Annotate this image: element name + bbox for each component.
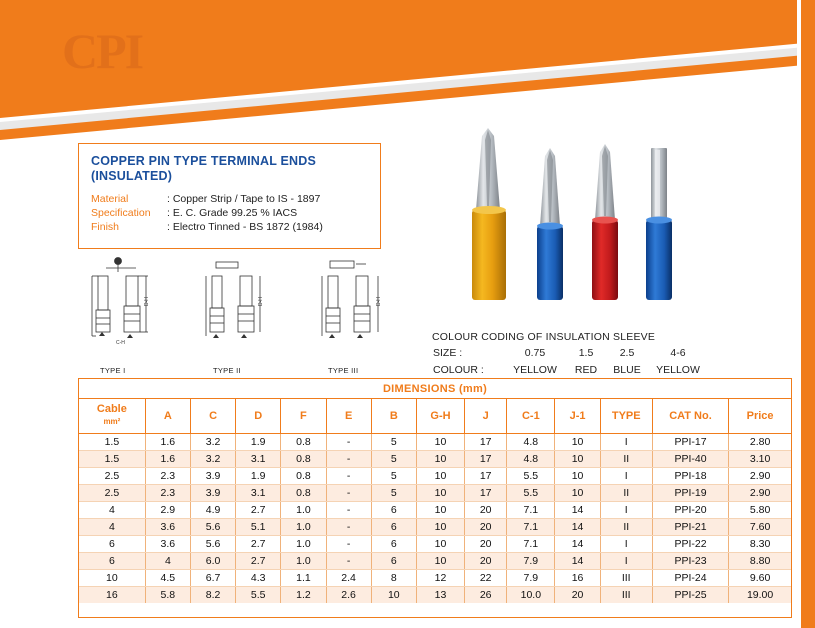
- cell-c1: 4.8: [507, 433, 555, 450]
- table-row: [79, 552, 791, 569]
- cell-cable: 6: [79, 552, 145, 569]
- size-label: SIZE :: [433, 347, 463, 359]
- product-photo: [432, 110, 732, 325]
- spec-value: : Electro Tinned - BS 1872 (1984): [167, 221, 323, 233]
- cell-price: 2.90: [729, 467, 791, 484]
- cell-b: 6: [371, 501, 416, 518]
- cell-gh: 10: [416, 501, 464, 518]
- spec-key: Material: [91, 193, 129, 205]
- cell-cable: 2.5: [79, 484, 145, 501]
- cell-b: 6: [371, 518, 416, 535]
- cell-cable: 2.5: [79, 467, 145, 484]
- cell-price: 2.80: [729, 433, 791, 450]
- cell-type: II: [600, 450, 652, 467]
- cell-c1: 5.5: [507, 484, 555, 501]
- svg-text:D-H: D-H: [144, 297, 150, 306]
- col-header-cable-unit: mm²: [103, 417, 121, 427]
- cell-cat-no: PPI-18: [652, 467, 728, 484]
- svg-text:C-H: C-H: [116, 340, 125, 346]
- cell-type: III: [600, 569, 652, 586]
- cell-price: 5.80: [729, 501, 791, 518]
- cell-gh: 10: [416, 552, 464, 569]
- dimensions-table: [79, 399, 791, 603]
- cell-f: 0.8: [281, 467, 326, 484]
- cell-j1: 14: [555, 552, 600, 569]
- cell-j: 20: [465, 501, 507, 518]
- svg-text:D-H: D-H: [376, 297, 382, 306]
- cell-gh: 10: [416, 433, 464, 450]
- cell-c1: 7.1: [507, 501, 555, 518]
- spec-key: Finish: [91, 221, 120, 233]
- cell-d: 2.7: [236, 501, 281, 518]
- cell-cat-no: PPI-19: [652, 484, 728, 501]
- cell-c1: 5.5: [507, 467, 555, 484]
- terminal-yellow: [472, 128, 506, 300]
- cell-type: I: [600, 501, 652, 518]
- cell-gh: 10: [416, 467, 464, 484]
- colour-value-2: BLUE: [613, 364, 641, 376]
- svg-text:D-H: D-H: [258, 297, 264, 306]
- cell-price: 19.00: [729, 586, 791, 603]
- cell-cat-no: PPI-23: [652, 552, 728, 569]
- cell-j1: 14: [555, 518, 600, 535]
- cell-gh: 10: [416, 450, 464, 467]
- cell-d: 3.1: [236, 450, 281, 467]
- cell-d: 4.3: [236, 569, 281, 586]
- col-header-gh: G-H: [416, 399, 464, 433]
- cell-type: II: [600, 518, 652, 535]
- cell-c: 3.2: [190, 433, 235, 450]
- dimensions-title: DIMENSIONS (mm): [79, 379, 791, 399]
- cell-cat-no: PPI-17: [652, 433, 728, 450]
- cell-j: 20: [465, 535, 507, 552]
- spec-row: [91, 192, 323, 206]
- drawing-label-type-1: TYPE I: [100, 366, 126, 375]
- col-header-type: TYPE: [600, 399, 652, 433]
- cell-j1: 20: [555, 586, 600, 603]
- cell-f: 1.0: [281, 501, 326, 518]
- cell-d: 2.7: [236, 552, 281, 569]
- cell-b: 5: [371, 433, 416, 450]
- dimensions-table-wrapper: [78, 378, 792, 618]
- cell-cable: 1.5: [79, 450, 145, 467]
- cell-e: -: [326, 501, 371, 518]
- table-row: [79, 433, 791, 450]
- cell-cable: 4: [79, 518, 145, 535]
- cell-b: 5: [371, 450, 416, 467]
- cell-a: 4.5: [145, 569, 190, 586]
- spec-row: [91, 206, 323, 220]
- cell-cable: 6: [79, 535, 145, 552]
- cell-d: 5.1: [236, 518, 281, 535]
- cell-gh: 10: [416, 518, 464, 535]
- size-value-2: 2.5: [619, 347, 635, 359]
- cell-f: 0.8: [281, 484, 326, 501]
- cell-gh: 12: [416, 569, 464, 586]
- cell-cable: 4: [79, 501, 145, 518]
- cell-b: 5: [371, 484, 416, 501]
- spec-value: : Copper Strip / Tape to IS - 1897: [167, 193, 321, 205]
- cell-e: -: [326, 535, 371, 552]
- table-row: [79, 518, 791, 535]
- cell-type: III: [600, 586, 652, 603]
- product-title-line1: COPPER PIN TYPE TERMINAL ENDS: [91, 154, 317, 168]
- cell-c: 3.2: [190, 450, 235, 467]
- cell-c: 3.9: [190, 467, 235, 484]
- cell-a: 4: [145, 552, 190, 569]
- cell-type: I: [600, 535, 652, 552]
- cell-j1: 14: [555, 535, 600, 552]
- terminal-blue-1: [537, 148, 563, 300]
- cell-f: 1.0: [281, 518, 326, 535]
- cell-c: 4.9: [190, 501, 235, 518]
- terminal-blue-2: [646, 148, 672, 300]
- cell-j: 17: [465, 484, 507, 501]
- cell-c: 6.7: [190, 569, 235, 586]
- table-row: [79, 535, 791, 552]
- cell-c: 5.6: [190, 535, 235, 552]
- col-header-e: E: [326, 399, 371, 433]
- product-title: [79, 144, 380, 184]
- cell-f: 1.1: [281, 569, 326, 586]
- cell-b: 10: [371, 586, 416, 603]
- cell-j: 17: [465, 450, 507, 467]
- cell-f: 0.8: [281, 433, 326, 450]
- drawing-label-type-2: TYPE II: [213, 366, 241, 375]
- cell-cable: 16: [79, 586, 145, 603]
- cell-e: -: [326, 450, 371, 467]
- col-header-a: A: [145, 399, 190, 433]
- cell-e: 2.6: [326, 586, 371, 603]
- cell-j: 26: [465, 586, 507, 603]
- cell-a: 2.9: [145, 501, 190, 518]
- cell-a: 2.3: [145, 467, 190, 484]
- cell-e: -: [326, 433, 371, 450]
- cell-b: 5: [371, 467, 416, 484]
- cell-price: 8.80: [729, 552, 791, 569]
- cell-c1: 7.1: [507, 518, 555, 535]
- table-row: [79, 569, 791, 586]
- cell-a: 1.6: [145, 450, 190, 467]
- cell-price: 9.60: [729, 569, 791, 586]
- col-header-c1: C-1: [507, 399, 555, 433]
- cell-cat-no: PPI-20: [652, 501, 728, 518]
- cell-d: 3.1: [236, 484, 281, 501]
- colour-value-1: RED: [574, 364, 598, 376]
- cell-b: 6: [371, 535, 416, 552]
- cell-d: 1.9: [236, 467, 281, 484]
- col-header-cat-no: CAT No.: [652, 399, 728, 433]
- table-header-row: [79, 399, 791, 433]
- cell-j1: 10: [555, 484, 600, 501]
- cell-f: 1.0: [281, 552, 326, 569]
- cell-a: 3.6: [145, 535, 190, 552]
- table-body: [79, 433, 791, 603]
- cell-c: 6.0: [190, 552, 235, 569]
- colour-value-0: YELLOW: [513, 364, 557, 376]
- cell-b: 8: [371, 569, 416, 586]
- cell-cat-no: PPI-25: [652, 586, 728, 603]
- cell-c: 5.6: [190, 518, 235, 535]
- col-header-c: C: [190, 399, 235, 433]
- cell-b: 6: [371, 552, 416, 569]
- cell-price: 3.10: [729, 450, 791, 467]
- cell-e: -: [326, 467, 371, 484]
- cell-type: I: [600, 467, 652, 484]
- product-title-box: [78, 143, 381, 249]
- table-row: [79, 484, 791, 501]
- col-header-d: D: [236, 399, 281, 433]
- colour-label: COLOUR :: [433, 364, 484, 376]
- cell-a: 2.3: [145, 484, 190, 501]
- size-value-1: 1.5: [578, 347, 594, 359]
- cell-f: 1.2: [281, 586, 326, 603]
- cell-j1: 10: [555, 450, 600, 467]
- cell-c1: 10.0: [507, 586, 555, 603]
- cell-d: 2.7: [236, 535, 281, 552]
- col-header-j1: J-1: [555, 399, 600, 433]
- col-header-price: Price: [729, 399, 791, 433]
- cell-price: 8.30: [729, 535, 791, 552]
- cell-gh: 10: [416, 535, 464, 552]
- terminal-photo-svg: [432, 110, 732, 325]
- cell-e: -: [326, 484, 371, 501]
- cell-d: 1.9: [236, 433, 281, 450]
- spec-row: [91, 220, 323, 234]
- cell-c1: 7.9: [507, 552, 555, 569]
- col-header-cable-label: Cable: [96, 403, 127, 416]
- cell-j: 17: [465, 467, 507, 484]
- col-header-cable: [79, 399, 145, 433]
- cell-price: 2.90: [729, 484, 791, 501]
- cell-type: I: [600, 433, 652, 450]
- col-header-f: F: [281, 399, 326, 433]
- cell-j1: 10: [555, 467, 600, 484]
- technical-drawings: [78, 252, 430, 382]
- cell-j1: 16: [555, 569, 600, 586]
- cell-type: II: [600, 484, 652, 501]
- colour-value-3: YELLOW: [656, 364, 700, 376]
- brand-logo: CPI: [62, 23, 143, 79]
- cell-type: I: [600, 552, 652, 569]
- cell-a: 5.8: [145, 586, 190, 603]
- cell-cat-no: PPI-21: [652, 518, 728, 535]
- product-title-line2: (INSULATED): [91, 169, 173, 183]
- colour-coding-size-row: [432, 345, 708, 362]
- cell-j: 20: [465, 518, 507, 535]
- cell-price: 7.60: [729, 518, 791, 535]
- cell-c1: 4.8: [507, 450, 555, 467]
- cell-j1: 14: [555, 501, 600, 518]
- cell-j1: 10: [555, 433, 600, 450]
- cell-j: 17: [465, 433, 507, 450]
- cell-cable: 1.5: [79, 433, 145, 450]
- cell-d: 5.5: [236, 586, 281, 603]
- cell-e: -: [326, 552, 371, 569]
- cell-cat-no: PPI-40: [652, 450, 728, 467]
- spec-value: : E. C. Grade 99.25 % IACS: [167, 207, 298, 219]
- colour-coding-colour-row: [432, 362, 708, 379]
- spec-table: [91, 192, 323, 234]
- right-margin-bar: [801, 0, 815, 628]
- cell-e: -: [326, 518, 371, 535]
- cell-e: 2.4: [326, 569, 371, 586]
- cell-cable: 10: [79, 569, 145, 586]
- cell-f: 1.0: [281, 535, 326, 552]
- cell-c: 3.9: [190, 484, 235, 501]
- cell-a: 1.6: [145, 433, 190, 450]
- cell-gh: 10: [416, 484, 464, 501]
- cell-c1: 7.1: [507, 535, 555, 552]
- cell-cat-no: PPI-24: [652, 569, 728, 586]
- cell-a: 3.6: [145, 518, 190, 535]
- size-value-0: 0.75: [524, 347, 546, 359]
- cell-cat-no: PPI-22: [652, 535, 728, 552]
- drawing-label-type-3: TYPE III: [328, 366, 359, 375]
- cell-c1: 7.9: [507, 569, 555, 586]
- terminal-drawings-svg: [78, 252, 430, 364]
- table-row: [79, 467, 791, 484]
- table-row: [79, 450, 791, 467]
- cell-c: 8.2: [190, 586, 235, 603]
- spec-key: Specification: [91, 207, 151, 219]
- col-header-b: B: [371, 399, 416, 433]
- terminal-red: [592, 144, 618, 300]
- table-row: [79, 586, 791, 603]
- colour-coding-block: [432, 330, 752, 379]
- cell-gh: 13: [416, 586, 464, 603]
- size-value-3: 4-6: [670, 347, 686, 359]
- cell-f: 0.8: [281, 450, 326, 467]
- colour-coding-table: [432, 345, 708, 379]
- cell-j: 22: [465, 569, 507, 586]
- table-row: [79, 501, 791, 518]
- colour-coding-heading: COLOUR CODING OF INSULATION SLEEVE: [432, 331, 656, 343]
- col-header-j: J: [465, 399, 507, 433]
- cell-j: 20: [465, 552, 507, 569]
